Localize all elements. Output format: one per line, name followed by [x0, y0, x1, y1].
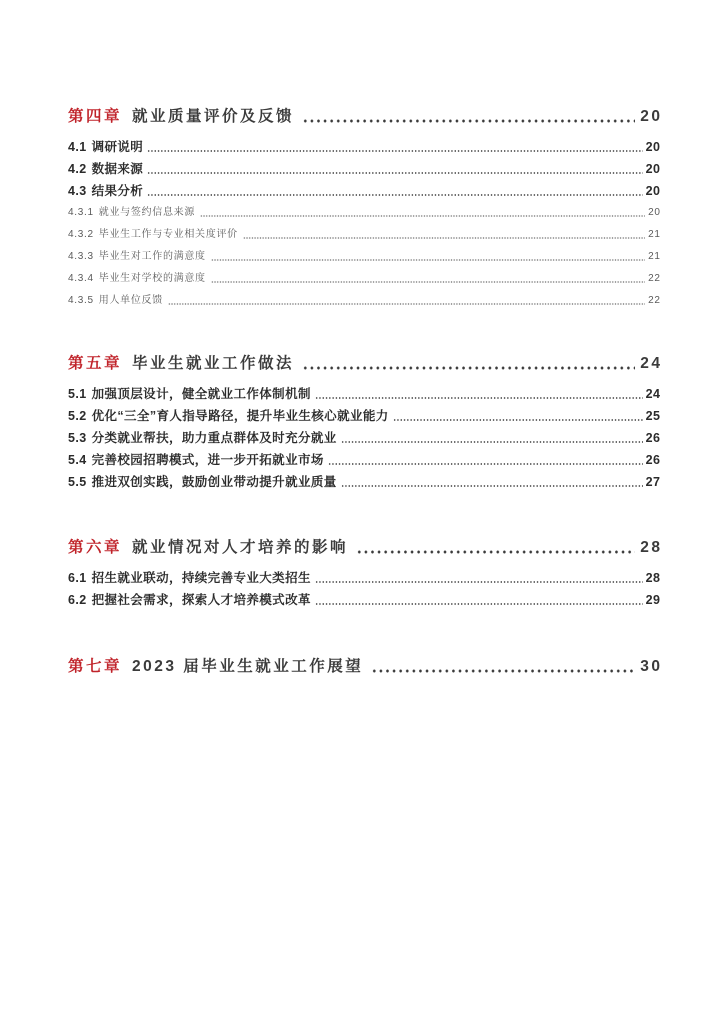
- toc-section-row[interactable]: [68, 567, 660, 589]
- dot-leader: [302, 105, 635, 129]
- dot-leader: [211, 246, 645, 268]
- toc-section-row[interactable]: [68, 158, 660, 180]
- toc-section-row[interactable]: [68, 405, 660, 427]
- toc-section-row[interactable]: [68, 449, 660, 471]
- toc-section-row[interactable]: [68, 136, 660, 158]
- page-number: 20: [645, 162, 661, 176]
- chapter-label: 第四章: [68, 108, 123, 125]
- chapter-title: 就业质量评价及反馈: [132, 108, 295, 125]
- dot-leader: [341, 471, 643, 493]
- toc-chapter-6: [68, 536, 663, 611]
- subsection-title: 毕业生工作与专业相关度评价: [98, 229, 238, 240]
- page-number: 21: [648, 229, 661, 240]
- chapter-label: 第五章: [68, 355, 123, 372]
- section-number: 4.1: [68, 140, 87, 154]
- subsection-number: 4.3.2: [68, 229, 94, 240]
- toc-chapter-heading[interactable]: [68, 105, 663, 129]
- dot-leader: [147, 180, 642, 202]
- toc-subsection-row[interactable]: [68, 246, 660, 268]
- dot-leader: [243, 224, 645, 246]
- dot-leader: [393, 405, 643, 427]
- dot-leader: [341, 427, 643, 449]
- subsection-number: 4.3.5: [68, 295, 94, 306]
- chapter-title: 毕业生就业工作做法: [132, 355, 295, 372]
- dot-leader: [211, 268, 645, 290]
- dot-leader: [315, 589, 643, 611]
- page-number: 25: [645, 409, 661, 423]
- page-number: 20: [640, 108, 663, 125]
- section-number: 6.2: [68, 593, 87, 607]
- page-number: 30: [640, 658, 663, 675]
- page-number: 22: [648, 273, 661, 284]
- dot-leader: [371, 655, 635, 679]
- page-number: 22: [648, 295, 661, 306]
- subsection-number: 4.3.4: [68, 273, 94, 284]
- section-title: 数据来源: [91, 162, 144, 176]
- subsection-title: 毕业生对工作的满意度: [98, 251, 206, 262]
- toc-subsection-row[interactable]: [68, 290, 660, 312]
- toc-section-row[interactable]: [68, 180, 660, 202]
- toc-chapter-heading[interactable]: [68, 352, 663, 376]
- page-number: 24: [645, 387, 661, 401]
- page-number: 28: [640, 539, 663, 556]
- dot-leader: [315, 567, 643, 589]
- section-number: 4.3: [68, 184, 87, 198]
- section-title: 结果分析: [91, 184, 144, 198]
- subsection-number: 4.3.3: [68, 251, 94, 262]
- subsection-list: [68, 202, 660, 312]
- chapter-title: 2023 届毕业生就业工作展望: [132, 658, 364, 675]
- chapter-title: 就业情况对人才培养的影响: [132, 539, 349, 556]
- page-number: 27: [645, 475, 661, 489]
- toc-section-row[interactable]: [68, 383, 660, 405]
- section-title: 调研说明: [91, 140, 144, 154]
- toc-section-row[interactable]: [68, 471, 660, 493]
- toc-chapter-heading[interactable]: [68, 655, 663, 679]
- section-list: [68, 136, 660, 312]
- dot-leader: [147, 136, 642, 158]
- dot-leader: [356, 536, 635, 560]
- subsection-title: 毕业生对学校的满意度: [98, 273, 206, 284]
- dot-leader: [168, 290, 645, 312]
- page-number: 21: [648, 251, 661, 262]
- toc-subsection-row[interactable]: [68, 202, 660, 224]
- dot-leader: [328, 449, 643, 471]
- chapter-label: 第六章: [68, 539, 123, 556]
- page-number: 29: [645, 593, 661, 607]
- section-number: 6.1: [68, 571, 87, 585]
- subsection-title: 就业与签约信息来源: [98, 207, 196, 218]
- page-number: 26: [645, 431, 661, 445]
- section-number: 5.2: [68, 409, 87, 423]
- dot-leader: [200, 202, 645, 224]
- page-number: 20: [648, 207, 661, 218]
- toc-chapter-heading[interactable]: [68, 536, 663, 560]
- section-title: 加强顶层设计，健全就业工作体制机制: [91, 387, 311, 401]
- toc-section-row[interactable]: [68, 427, 660, 449]
- subsection-title: 用人单位反馈: [98, 295, 163, 306]
- page-number: 24: [640, 355, 663, 372]
- section-number: 4.2: [68, 162, 87, 176]
- section-number: 5.1: [68, 387, 87, 401]
- chapter-label: 第七章: [68, 658, 123, 675]
- section-title: 优化“三全”育人指导路径，提升毕业生核心就业能力: [91, 409, 389, 423]
- section-title: 完善校园招聘模式，进一步开拓就业市场: [91, 453, 324, 467]
- toc-chapter-5: [68, 352, 663, 493]
- page-number: 26: [645, 453, 661, 467]
- toc-chapter-7: [68, 655, 663, 679]
- toc-section-row[interactable]: [68, 589, 660, 611]
- section-list: [68, 383, 660, 493]
- section-title: 推进双创实践，鼓励创业带动提升就业质量: [91, 475, 337, 489]
- section-list: [68, 567, 660, 611]
- section-title: 把握社会需求，探索人才培养模式改革: [91, 593, 311, 607]
- toc-subsection-row[interactable]: [68, 268, 660, 290]
- dot-leader: [315, 383, 643, 405]
- section-number: 5.3: [68, 431, 87, 445]
- section-number: 5.5: [68, 475, 87, 489]
- page-number: 20: [645, 184, 661, 198]
- dot-leader: [147, 158, 642, 180]
- toc-subsection-row[interactable]: [68, 224, 660, 246]
- section-title: 招生就业联动，持续完善专业大类招生: [91, 571, 311, 585]
- page-number: 28: [645, 571, 661, 585]
- subsection-number: 4.3.1: [68, 207, 94, 218]
- dot-leader: [302, 352, 635, 376]
- toc-chapter-4: [68, 105, 663, 312]
- section-number: 5.4: [68, 453, 87, 467]
- page-number: 20: [645, 140, 661, 154]
- section-title: 分类就业帮扶，助力重点群体及时充分就业: [91, 431, 337, 445]
